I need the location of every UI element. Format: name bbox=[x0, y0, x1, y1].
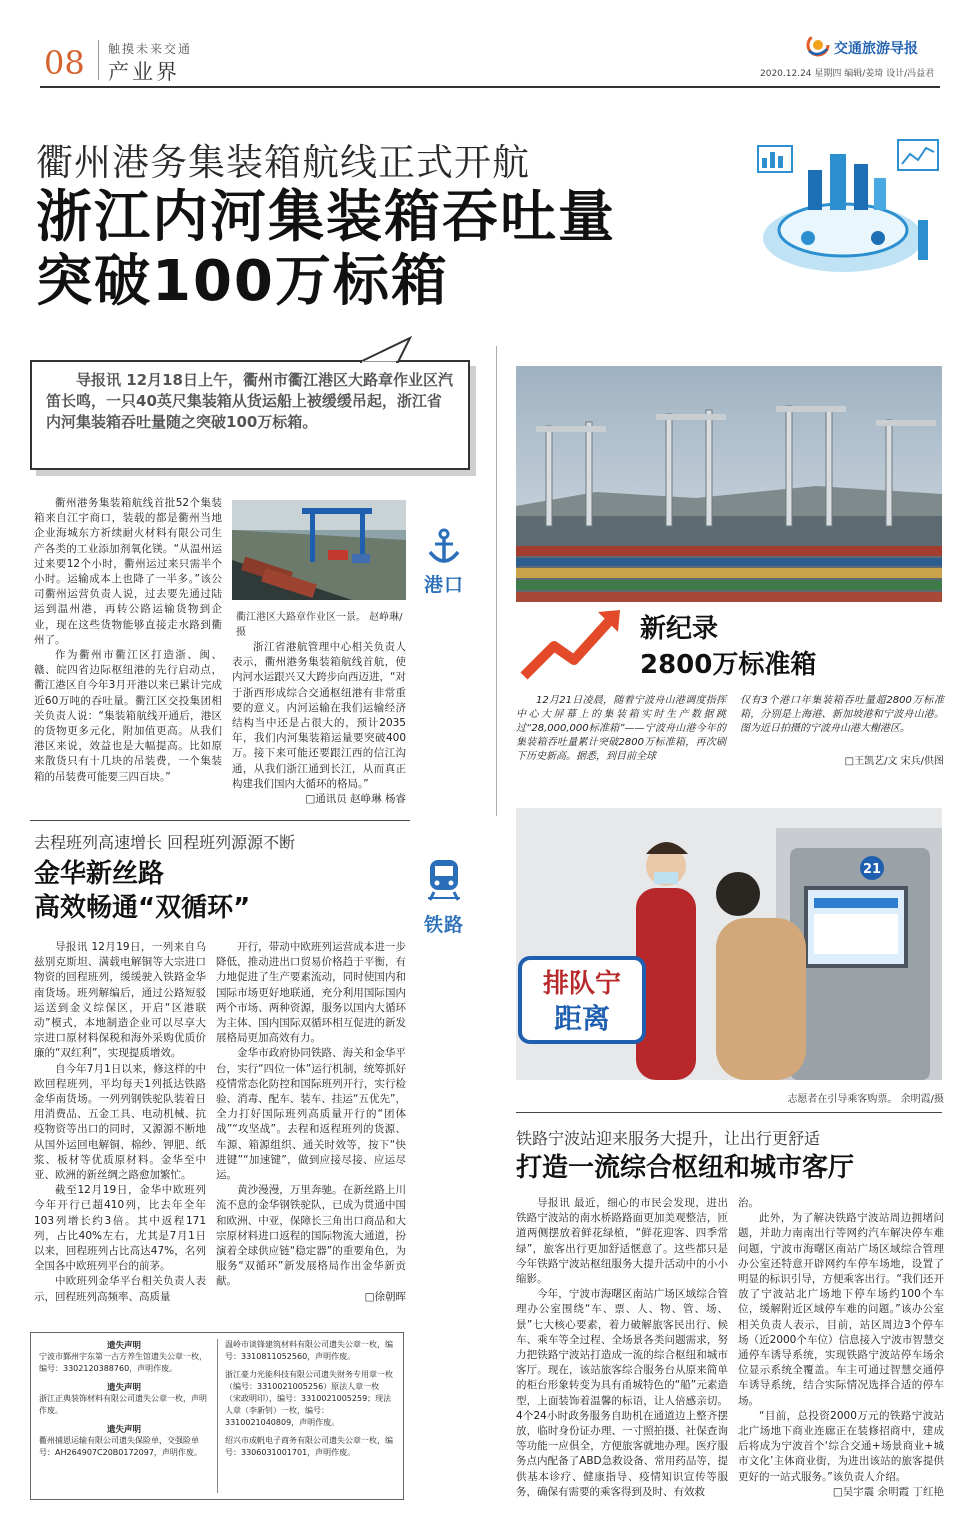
lead-photo-caption: 衢江港区大路章作业区一景。 赵峥琳/摄 bbox=[236, 612, 403, 638]
header-divider bbox=[98, 40, 99, 80]
machine-number: 21 bbox=[862, 862, 882, 877]
notice-body: 浙江豪力光能科技有限公司遗失财务专用章一枚（编号：3310021005256）原法人章一枚（宋政明印），编号：3310021005259；现法人章（李新钊）一枚，编号：3310021040809，声明作废。 bbox=[225, 1370, 393, 1427]
lead-byline: □通讯员 赵峥琳 杨睿 bbox=[305, 793, 406, 806]
station-byline: □吴宇震 余明霞 丁红艳 bbox=[832, 1485, 944, 1498]
trend-arrow-icon bbox=[520, 606, 624, 682]
lead-column-1 bbox=[34, 496, 222, 785]
rail-col1-para1: 导报讯 12月19日，一列来自乌兹别克斯坦、满载电解铜等大宗进口物资的回程班列，缓缓驶入铁路金华南货场。班列解编后，通过公路短驳运送到金义综保区，开启“区港联动”模式，本地制造企业可以尽享大宗进口原材料保税和海外采购优质价廉的“双红利”，实现提质增效。 bbox=[34, 941, 206, 1060]
rail-pretitle: 去程班列高速增长 回程班列源源不断 bbox=[34, 833, 296, 852]
rail-column-2 bbox=[216, 940, 406, 1305]
rail-col2-para3: 黄沙漫漫，万里奔驰。在新丝路上川流不息的金华钢铁驼队，已成为贯通中国和欧洲、中亚，保障长三角出口商品和大宗原材料进口返程的国际物流大通道，扮演着全球供应链“稳定器”的重要角色，为服务“双循环”新发展格局作出金华新贡献。 bbox=[216, 1184, 406, 1288]
new-record-subtitle: 2800万标准箱 bbox=[640, 650, 817, 680]
brand-name: 交通旅游导报 bbox=[834, 41, 918, 57]
port-barge-photo bbox=[232, 500, 406, 600]
port-caption-right: 仅有3个港口年集装箱吞吐量超2800万标准箱，分别是上海港、新加坡港和宁波舟山港。图为近日拍摄的宁波舟山港大榭港区。 bbox=[740, 695, 944, 734]
brand-logo-icon bbox=[805, 32, 831, 58]
port-byline: □王凯艺/文 宋兵/供图 bbox=[844, 756, 944, 767]
lead-title-line2: 突破100万标箱 bbox=[36, 249, 449, 314]
station-col2-para3: “目前，总投资2000万元的铁路宁波站北广场地下商业连廊正在装修招商中，建成后将成为宁波首个‘综合交通+场景商业+城市文化’主体商业街，为进出该站的旅客提供更好的一站式服务。”该负责人介绍。 bbox=[738, 1409, 944, 1483]
station-col2-para2: 此外，为了解决铁路宁波站周边拥堵问题，并助力南南出行等网约汽车解决停车难问题，宁波市海曙区南站广场区域综合管理办公室还特意开辟网约车停车场地，设置了明显的标识引导，方便乘客出行。“我们还开放了宁波站北广场地下停车场约100个车位，缓解附近区域停车难的问题。”该办公室相关负责人表示，目前，站区周边3个停车场（近2000个车位）信息接入宁波市智慧交通停车诱导系统，实现铁路宁波站停车场余位显示系统全覆盖。车主可通过智慧交通停车诱导系统，结合实际情况选择合适的停车场。 bbox=[738, 1212, 944, 1407]
notice-title: 遗失声明 bbox=[106, 1383, 141, 1393]
rail-title-line1: 金华新丝路 bbox=[34, 859, 165, 889]
notice-body: 浙江正典装饰材料有限公司遗失公章一枚，声明作废。 bbox=[39, 1394, 207, 1415]
lead-paragraph-box bbox=[30, 360, 470, 470]
rail-col2-para2: 金华市政府协同铁路、海关和金华平台，实行“四位一体”运行机制，统筹抓好疫情常态化防控和国际班列开行，实行检验、消毒、配车、装车、挂运“五优先”，全力打好国际班列高质量开行的“团体战”“攻坚战”。去程和返程班列的货源、车源、箱源组织、通关时效等，按下“快进键”“加速键”，做到应接尽接、应运尽运。 bbox=[216, 1047, 406, 1182]
notices-divider bbox=[217, 1339, 218, 1493]
rail-photo-caption: 志愿者在引导乘客购票。 余明霞/摄 bbox=[787, 1094, 944, 1105]
speech-bubble-tail bbox=[360, 336, 420, 364]
section-rule-right bbox=[516, 1112, 942, 1113]
lead-pretitle: 衢州港务集装箱航线正式开航 bbox=[36, 141, 530, 184]
notice-title: 遗失声明 bbox=[106, 1425, 141, 1435]
station-column-2 bbox=[738, 1196, 944, 1500]
notices-column-left bbox=[39, 1339, 209, 1459]
train-icon bbox=[426, 856, 462, 902]
port-section-label: 港口 bbox=[424, 574, 465, 596]
lead-col2-para1: 浙江省港航管理中心相关负责人表示，衢州港务集装箱航线首航，使内河水运跟兴又大跨步向西迈进，“对于浙西形成综合交通枢纽港有非常重要的意义。内河运输在我们运输经济结构当中还是占很大的，预计2035年，我们内河集装箱运量要突破400万。接下来可能还要跟江西的信江沟通，从我们浙江通到长江，从而真正构建我们国内大循环的格局。” bbox=[232, 641, 406, 790]
lead-column-2 bbox=[232, 640, 406, 807]
port-caption-left: 12月21日凌晨，随着宁波舟山港调度指挥中心大屏幕上的集装箱实时生产数据跳过“28,000,000标准箱”——宁波舟山港今年的集装箱吞吐量累计突破2800万标准箱，再次刷下历史新高。据悉，到目前全球 bbox=[516, 695, 726, 762]
header-slogan: 触摸未来交通 bbox=[108, 42, 193, 56]
station-column-1 bbox=[516, 1196, 728, 1500]
new-record-title: 新纪录 bbox=[640, 614, 719, 644]
lead-col1-para2: 作为衢州市衢江区打造浙、闽、赣、皖四省边际枢纽港的先行启动点，衢江港区自今年3月开港以来已累计完成近60万吨的吞吐量。衢江区交投集团相关负责人说：“集装箱航线开通后，港区的货物更多元化，附加值更高。从我们港区来说，效益也是大幅提高。比如原来散货只有十几块的吊装费，一个集装箱的吊装费可能要三四百块。” bbox=[34, 649, 222, 783]
lead-paragraph: 导报讯 12月18日上午，衢州市衢江港区大路章作业区汽笛长鸣，一只40英尺集装箱从货运船上被缓缓吊起，浙江省内河集装箱吞吐量随之突破100万标箱。 bbox=[46, 371, 453, 431]
page-number: 08 bbox=[44, 44, 85, 82]
station-title: 打造一流综合枢纽和城市客厅 bbox=[516, 1153, 855, 1183]
station-pretitle: 铁路宁波站迎来服务大提升，让出行更舒适 bbox=[516, 1129, 821, 1148]
section-name: 产业界 bbox=[108, 60, 180, 84]
rail-col1-para3: 截至12月19日，金华中欧班列今年开行已超410列，比去年全年103列增长约3倍。其中返程171列，占比40%左右，尤其是7月1日以来，回程班列占比高达47%，名列全国各中欧班列平台的前茅。 bbox=[34, 1184, 206, 1273]
banner-text-2: 距离 bbox=[553, 1002, 611, 1035]
column-divider bbox=[496, 346, 497, 816]
container-port-photo bbox=[516, 366, 942, 602]
lead-col1-para1: 衢州港务集装箱航线首批52个集装箱来自江宇商口，装载的都是衢州当地企业海城东方祈续耐火材料有限公司生产各类的工业添加剂氧化镁。“从温州运过来要12个小时，衢州运过来只需半个小时。运输成本上也降了一半多。”该公司衢州运营负责人说，过去要先通过陆运到温州港，再转公路运输货物到企业，现在这些货物能够直接走水路到衢州了。 bbox=[34, 497, 222, 646]
notices-column-right bbox=[225, 1339, 395, 1459]
date-line: 2020.12.24 星期四 编辑/姜琦 设计/冯益君 bbox=[760, 69, 935, 79]
ticket-machine-photo bbox=[516, 808, 942, 1080]
notice-body: 宁波市鄞州宇东第一古方养生馆遗失公章一枚，编号：3302120388760，声明作废。 bbox=[39, 1352, 207, 1373]
station-col1-para2: 今年，宁波市海曙区南站广场区域综合管理办公室围绕“车、票、人、物、管、场、景”七大核心要素，着力破解旅客民出行、候车、乘车等全过程、全场景各类问题需求，努力把铁路宁波站打造成一流的综合枢纽和城市客厅。现在，该站旅客综合服务台从原来简单的柜台形象转变为具有甬城特色的“船”元素造型，上面装饰着温馨的标语，让人倍感亲切。4个24小时政务服务自助机在通道边上整齐摆放，临时身份证办理、一寸照拍摄、社保查询等功能一应俱全，方便旅客就地办理。医疗服务点内配备了ABD急救设备、常用药品等，提供基本诊疗、健康指导、疫情知识宣传等服务，确保有需要的乘客得到及时、有效救 bbox=[516, 1288, 728, 1498]
legal-notices-box bbox=[30, 1332, 404, 1500]
lead-title bbox=[36, 186, 616, 314]
rail-column-1 bbox=[34, 940, 206, 1305]
header-rule bbox=[40, 86, 940, 88]
rail-col1-para2: 自今年7月1日以来，修这样的中欧回程班列，平均每天1列抵达铁路金华南货场。一列列钢铁驼队装着日用消费品、五金工具、电动机械、抗疫物资等出口的同时，又源源不断地从国外运回电解铜、棉纱、钾肥、纸浆、板材等优质原材料。金华至中亚、欧洲的新丝绸之路愈加繁忙。 bbox=[34, 1062, 206, 1182]
station-col2-para1: 治。 bbox=[738, 1197, 759, 1209]
banner-text-1: 排队宁 bbox=[542, 969, 622, 999]
anchor-icon bbox=[426, 528, 462, 566]
smart-hub-illustration bbox=[748, 120, 948, 290]
notice-title: 遗失声明 bbox=[106, 1341, 141, 1351]
rail-col2-para1: 开行，带动中欧班列运营成本进一步降低，推动进出口贸易价格趋于平衡，有力地促进了生产要素流动，同时使国内和国际市场更好地联通，充分利用国际国内两个市场、两种资源，服务以国内大循环为主体、国内国际双循环相互促进的新发展格局更加高效有力。 bbox=[216, 941, 406, 1045]
lead-title-line1: 浙江内河集装箱吞吐量 bbox=[36, 185, 616, 250]
section-rule-left bbox=[30, 820, 410, 821]
station-col1-para1: 导报讯 最近，细心的市民会发现，进出铁路宁波站的南水桥路路面更加美观整洁，匝道两侧摆放着鲜花绿植，“鲜花迎客、四季常绿”，旅客出行更加舒适惬意了。这些都只是今年铁路宁波站枢纽服务大提升活动中的小小缩影。 bbox=[516, 1197, 728, 1286]
rail-byline: □徐朝晖 bbox=[364, 1290, 406, 1303]
rail-section-label: 铁路 bbox=[424, 914, 465, 936]
rail-title-line2: 高效畅通“双循环” bbox=[34, 893, 251, 923]
notice-body: 温岭市谈锋建筑材料有限公司遗失公章一枚，编号：3310811052560，声明作废。 bbox=[225, 1340, 393, 1361]
notice-body: 绍兴市成帆电子商务有限公司遗失公章一枚，编号：3306031001701，声明作废。 bbox=[225, 1436, 393, 1457]
notice-body: 衢州捕恩运输有限公司遗失保险单，交强险单号：AH264907C20B0172097，声明作废。 bbox=[39, 1436, 202, 1457]
rail-col1-para4: 中欧班列金华平台相关负责人表示，回程班列高频率、高质量 bbox=[34, 1275, 206, 1303]
